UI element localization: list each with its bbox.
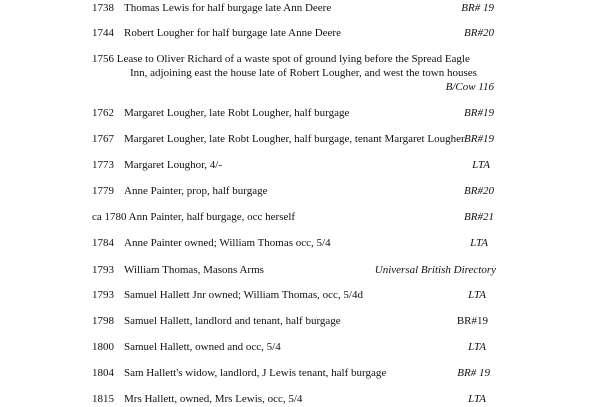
list-item bbox=[0, 393, 600, 407]
entry-source: BR#19 bbox=[464, 133, 494, 145]
entry-source: LTA bbox=[468, 289, 486, 301]
entry-source: BR#20 bbox=[464, 27, 494, 39]
entry-text: Thomas Lewis for half burgage late Ann Deere bbox=[124, 2, 332, 14]
entry-year: 1784 bbox=[92, 237, 114, 249]
list-item bbox=[0, 27, 600, 41]
entry-source: LTA bbox=[472, 159, 490, 171]
entry-source: LTA bbox=[470, 237, 488, 249]
entry-source: BR# 19 bbox=[457, 367, 490, 379]
entry-text: William Thomas, Masons Arms bbox=[124, 264, 264, 276]
entry-source: BR#21 bbox=[464, 211, 494, 223]
list-item bbox=[0, 211, 600, 225]
entry-text-line2: Inn, adjoining east the house late of Robert Lougher, and west the town houses bbox=[130, 67, 477, 79]
list-item bbox=[0, 237, 600, 251]
entry-year: 1767 bbox=[92, 133, 114, 145]
entry-source: B/Cow 116 bbox=[445, 81, 494, 93]
entry-year: 1793 bbox=[92, 289, 114, 301]
entry-source: BR#19 bbox=[456, 315, 488, 327]
list-item bbox=[0, 2, 600, 16]
entry-source: BR# 19 bbox=[461, 2, 494, 14]
list-item bbox=[0, 367, 600, 381]
entry-source: Universal British Directory bbox=[374, 264, 496, 276]
entry-year: 1804 bbox=[92, 367, 114, 379]
entry-text: ca 1780 Ann Painter, half burgage, occ herself bbox=[92, 211, 296, 223]
entry-source: LTA bbox=[468, 341, 486, 353]
entry-text: Samuel Hallett Jnr owned; William Thomas, occ, 5/4d bbox=[124, 289, 363, 301]
entry-text: Sam Hallett's widow, landlord, J Lewis tenant, half burgage bbox=[124, 367, 387, 379]
entry-text: Samuel Hallett, landlord and tenant, half burgage bbox=[124, 315, 341, 327]
entry-year: 1779 bbox=[92, 185, 114, 197]
entry-text: Anne Painter, prop, half burgage bbox=[124, 185, 268, 197]
entry-text: Robert Lougher for half burgage late Anne Deere bbox=[124, 27, 341, 39]
list-item bbox=[0, 341, 600, 355]
list-item bbox=[0, 315, 600, 329]
entry-text: Anne Painter owned; William Thomas occ, 5/4 bbox=[124, 237, 331, 249]
entry-text: Margaret Lougher, late Robt Lougher, half burgage bbox=[124, 107, 350, 119]
entry-text: Margaret Lougher, late Robt Lougher, half burgage, tenant Margaret Lougher bbox=[124, 133, 465, 145]
entry-text-line1: 1756 Lease to Oliver Richard of a waste spot of ground lying before the Spread Eagle bbox=[92, 53, 470, 65]
entry-year: 1773 bbox=[92, 159, 114, 171]
entry-year: 1744 bbox=[92, 27, 114, 39]
entry-year: 1793 bbox=[92, 264, 114, 276]
entry-year: 1800 bbox=[92, 341, 114, 353]
list-item bbox=[0, 264, 600, 278]
list-item bbox=[0, 107, 600, 121]
list-item bbox=[0, 133, 600, 147]
entry-text: Mrs Hallett, owned, Mrs Lewis, occ, 5/4 bbox=[124, 393, 303, 405]
list-item bbox=[0, 159, 600, 173]
entry-source: BR#20 bbox=[464, 185, 494, 197]
entry-year: 1798 bbox=[92, 315, 114, 327]
list-item bbox=[0, 53, 600, 95]
entry-source: BR#19 bbox=[464, 107, 494, 119]
entry-year: 1815 bbox=[92, 393, 114, 405]
entry-year: 1762 bbox=[92, 107, 114, 119]
entry-text: Samuel Hallett, owned and occ, 5/4 bbox=[124, 341, 281, 353]
entry-year: 1738 bbox=[92, 2, 114, 14]
entry-text: Margaret Loughor, 4/- bbox=[124, 159, 223, 171]
list-item bbox=[0, 185, 600, 199]
list-item bbox=[0, 289, 600, 303]
entry-source: LTA bbox=[468, 393, 486, 405]
